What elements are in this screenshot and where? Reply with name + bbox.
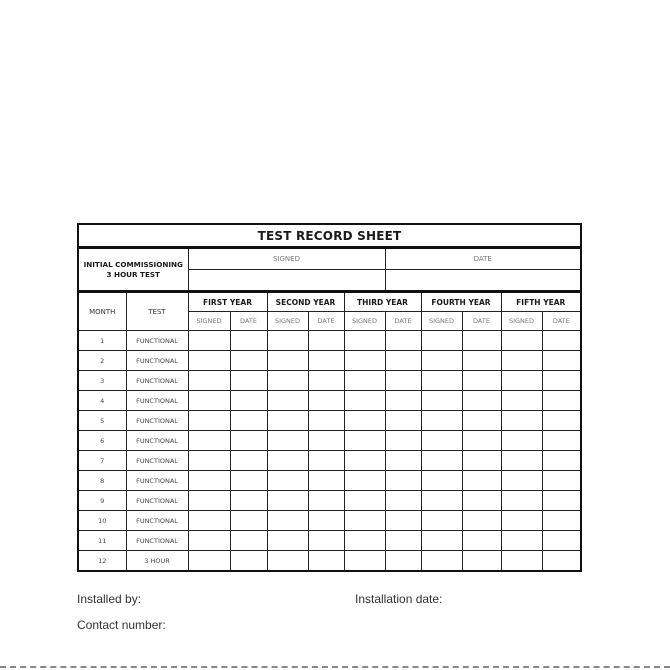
signed-entry-cell[interactable] — [344, 351, 385, 371]
date-entry-cell[interactable] — [230, 531, 267, 551]
date-subheader: DATE — [230, 312, 267, 331]
date-entry-cell[interactable] — [542, 331, 581, 351]
signed-entry-cell[interactable] — [267, 511, 308, 531]
signed-entry-cell[interactable] — [501, 451, 542, 471]
signed-entry-cell[interactable] — [344, 331, 385, 351]
date-entry-cell[interactable] — [542, 551, 581, 572]
initial-signed-field[interactable] — [188, 270, 385, 292]
month-cell: 4 — [78, 391, 126, 411]
date-entry-cell[interactable] — [230, 471, 267, 491]
date-entry-cell[interactable] — [542, 511, 581, 531]
date-entry-cell[interactable] — [308, 531, 344, 551]
date-entry-cell[interactable] — [542, 411, 581, 431]
date-entry-cell[interactable] — [308, 491, 344, 511]
signed-entry-cell[interactable] — [267, 431, 308, 451]
signed-entry-cell[interactable] — [501, 551, 542, 572]
table-row — [78, 431, 581, 451]
date-entry-cell[interactable] — [385, 451, 421, 471]
table-row — [78, 511, 581, 531]
table-row — [78, 531, 581, 551]
test-cell: FUNCTIONAL — [126, 531, 188, 551]
initial-commissioning-label — [78, 248, 188, 292]
date-entry-cell[interactable] — [230, 491, 267, 511]
date-entry-cell[interactable] — [308, 351, 344, 371]
signed-entry-cell[interactable] — [501, 531, 542, 551]
installation-date-label: Installation date: — [355, 592, 443, 606]
initial-date-field[interactable] — [385, 270, 581, 292]
signed-entry-cell[interactable] — [188, 531, 230, 551]
date-entry-cell[interactable] — [542, 371, 581, 391]
date-entry-cell[interactable] — [385, 331, 421, 351]
contact-number-label: Contact number: — [77, 618, 166, 632]
date-entry-cell[interactable] — [230, 411, 267, 431]
signed-entry-cell[interactable] — [188, 491, 230, 511]
test-cell: FUNCTIONAL — [126, 331, 188, 351]
signed-entry-cell[interactable] — [344, 551, 385, 572]
date-entry-cell[interactable] — [308, 551, 344, 572]
signed-entry-cell[interactable] — [501, 351, 542, 371]
date-entry-cell[interactable] — [385, 431, 421, 451]
signed-entry-cell[interactable] — [344, 451, 385, 471]
table-row — [78, 491, 581, 511]
date-subheader: DATE — [462, 312, 501, 331]
month-cell: 11 — [78, 531, 126, 551]
month-cell: 7 — [78, 451, 126, 471]
date-entry-cell[interactable] — [542, 391, 581, 411]
signed-entry-cell[interactable] — [188, 371, 230, 391]
year-header: FIFTH YEAR — [501, 292, 581, 312]
signed-entry-cell[interactable] — [188, 451, 230, 471]
test-column-header: TEST — [126, 292, 188, 331]
signed-entry-cell[interactable] — [188, 551, 230, 572]
date-subheader: DATE — [542, 312, 581, 331]
test-cell: FUNCTIONAL — [126, 391, 188, 411]
signed-entry-cell[interactable] — [501, 491, 542, 511]
signed-entry-cell[interactable] — [188, 331, 230, 351]
table-row — [78, 471, 581, 491]
month-cell: 5 — [78, 411, 126, 431]
signed-entry-cell[interactable] — [421, 331, 462, 351]
date-entry-cell[interactable] — [542, 491, 581, 511]
signed-subheader: SIGNED — [501, 312, 542, 331]
date-entry-cell[interactable] — [462, 491, 501, 511]
date-entry-cell[interactable] — [230, 451, 267, 471]
signed-entry-cell[interactable] — [421, 391, 462, 411]
table-row — [78, 351, 581, 371]
date-entry-cell[interactable] — [462, 451, 501, 471]
date-entry-cell[interactable] — [385, 471, 421, 491]
date-entry-cell[interactable] — [230, 371, 267, 391]
date-entry-cell[interactable] — [308, 331, 344, 351]
signed-entry-cell[interactable] — [267, 531, 308, 551]
signed-entry-cell[interactable] — [501, 331, 542, 351]
signed-entry-cell[interactable] — [501, 371, 542, 391]
signed-entry-cell[interactable] — [501, 391, 542, 411]
month-cell: 1 — [78, 331, 126, 351]
signed-entry-cell[interactable] — [344, 531, 385, 551]
test-cell: FUNCTIONAL — [126, 451, 188, 471]
cut-line — [0, 666, 670, 668]
month-cell: 12 — [78, 551, 126, 572]
signed-entry-cell[interactable] — [188, 511, 230, 531]
signed-entry-cell[interactable] — [421, 351, 462, 371]
signed-entry-cell[interactable] — [421, 551, 462, 572]
date-subheader: DATE — [308, 312, 344, 331]
month-cell: 6 — [78, 431, 126, 451]
signed-entry-cell[interactable] — [421, 511, 462, 531]
signed-entry-cell[interactable] — [421, 411, 462, 431]
date-entry-cell[interactable] — [308, 391, 344, 411]
signed-entry-cell[interactable] — [267, 491, 308, 511]
date-entry-cell[interactable] — [230, 351, 267, 371]
test-cell: FUNCTIONAL — [126, 511, 188, 531]
date-entry-cell[interactable] — [542, 451, 581, 471]
test-cell: FUNCTIONAL — [126, 471, 188, 491]
signed-entry-cell[interactable] — [421, 491, 462, 511]
test-cell: FUNCTIONAL — [126, 351, 188, 371]
date-entry-cell[interactable] — [308, 431, 344, 451]
date-entry-cell[interactable] — [308, 371, 344, 391]
date-entry-cell[interactable] — [462, 351, 501, 371]
signed-entry-cell[interactable] — [344, 491, 385, 511]
test-cell: 3 HOUR — [126, 551, 188, 572]
initial-label-line1: INITIAL COMMISSIONING — [83, 259, 183, 269]
signed-entry-cell[interactable] — [344, 511, 385, 531]
signed-entry-cell[interactable] — [421, 471, 462, 491]
date-entry-cell[interactable] — [385, 391, 421, 411]
signed-entry-cell[interactable] — [188, 431, 230, 451]
date-entry-cell[interactable] — [462, 391, 501, 411]
initial-signed-header: SIGNED — [188, 248, 385, 270]
signed-subheader: SIGNED — [344, 312, 385, 331]
signed-entry-cell[interactable] — [267, 411, 308, 431]
date-entry-cell[interactable] — [385, 511, 421, 531]
test-cell: FUNCTIONAL — [126, 411, 188, 431]
date-entry-cell[interactable] — [462, 431, 501, 451]
signed-entry-cell[interactable] — [188, 471, 230, 491]
year-header: FIRST YEAR — [188, 292, 267, 312]
signed-entry-cell[interactable] — [344, 371, 385, 391]
signed-subheader: SIGNED — [267, 312, 308, 331]
date-entry-cell[interactable] — [230, 391, 267, 411]
date-entry-cell[interactable] — [462, 511, 501, 531]
signed-entry-cell[interactable] — [421, 431, 462, 451]
date-entry-cell[interactable] — [462, 371, 501, 391]
year-header: THIRD YEAR — [344, 292, 421, 312]
table-row — [78, 551, 581, 572]
date-entry-cell[interactable] — [462, 471, 501, 491]
date-entry-cell[interactable] — [230, 431, 267, 451]
date-entry-cell[interactable] — [542, 351, 581, 371]
month-cell: 3 — [78, 371, 126, 391]
signed-subheader: SIGNED — [421, 312, 462, 331]
signed-entry-cell[interactable] — [501, 511, 542, 531]
signed-entry-cell[interactable] — [267, 351, 308, 371]
signed-entry-cell[interactable] — [344, 391, 385, 411]
date-entry-cell[interactable] — [385, 551, 421, 572]
signed-entry-cell[interactable] — [501, 431, 542, 451]
sheet-title: TEST RECORD SHEET — [78, 224, 581, 248]
date-entry-cell[interactable] — [308, 411, 344, 431]
date-entry-cell[interactable] — [385, 411, 421, 431]
date-entry-cell[interactable] — [542, 431, 581, 451]
initial-label-line2: 3 HOUR TEST — [106, 269, 160, 279]
date-entry-cell[interactable] — [308, 451, 344, 471]
signed-entry-cell[interactable] — [501, 471, 542, 491]
signed-entry-cell[interactable] — [501, 411, 542, 431]
signed-entry-cell[interactable] — [344, 411, 385, 431]
date-subheader: DATE — [385, 312, 421, 331]
table-row — [78, 451, 581, 471]
signed-entry-cell[interactable] — [344, 471, 385, 491]
table-row — [78, 391, 581, 411]
date-entry-cell[interactable] — [542, 471, 581, 491]
initial-date-header: DATE — [385, 248, 581, 270]
date-entry-cell[interactable] — [462, 531, 501, 551]
signed-entry-cell[interactable] — [188, 391, 230, 411]
test-cell: FUNCTIONAL — [126, 491, 188, 511]
month-cell: 10 — [78, 511, 126, 531]
date-entry-cell[interactable] — [308, 471, 344, 491]
date-entry-cell[interactable] — [230, 331, 267, 351]
date-entry-cell[interactable] — [230, 511, 267, 531]
date-entry-cell[interactable] — [462, 411, 501, 431]
date-entry-cell[interactable] — [385, 491, 421, 511]
date-entry-cell[interactable] — [542, 531, 581, 551]
signed-entry-cell[interactable] — [421, 531, 462, 551]
date-entry-cell[interactable] — [462, 331, 501, 351]
month-column-header: MONTH — [78, 292, 126, 331]
signed-entry-cell[interactable] — [267, 391, 308, 411]
date-entry-cell[interactable] — [385, 371, 421, 391]
signed-entry-cell[interactable] — [344, 431, 385, 451]
signed-entry-cell[interactable] — [188, 411, 230, 431]
date-entry-cell[interactable] — [385, 351, 421, 371]
signed-entry-cell[interactable] — [267, 451, 308, 471]
date-entry-cell[interactable] — [230, 551, 267, 572]
date-entry-cell[interactable] — [308, 511, 344, 531]
table-row — [78, 331, 581, 351]
signed-entry-cell[interactable] — [421, 371, 462, 391]
signed-entry-cell[interactable] — [267, 551, 308, 572]
signed-subheader: SIGNED — [188, 312, 230, 331]
month-cell: 8 — [78, 471, 126, 491]
table-row — [78, 371, 581, 391]
date-entry-cell[interactable] — [462, 551, 501, 572]
test-record-sheet — [77, 223, 582, 572]
date-entry-cell[interactable] — [385, 531, 421, 551]
year-header: SECOND YEAR — [267, 292, 344, 312]
table-row — [78, 411, 581, 431]
month-cell: 2 — [78, 351, 126, 371]
year-header: FOURTH YEAR — [421, 292, 501, 312]
test-cell: FUNCTIONAL — [126, 371, 188, 391]
signed-entry-cell[interactable] — [267, 371, 308, 391]
test-cell: FUNCTIONAL — [126, 431, 188, 451]
signed-entry-cell[interactable] — [267, 471, 308, 491]
signed-entry-cell[interactable] — [188, 351, 230, 371]
installed-by-label: Installed by: — [77, 592, 142, 606]
signed-entry-cell[interactable] — [267, 331, 308, 351]
signed-entry-cell[interactable] — [421, 451, 462, 471]
month-cell: 9 — [78, 491, 126, 511]
